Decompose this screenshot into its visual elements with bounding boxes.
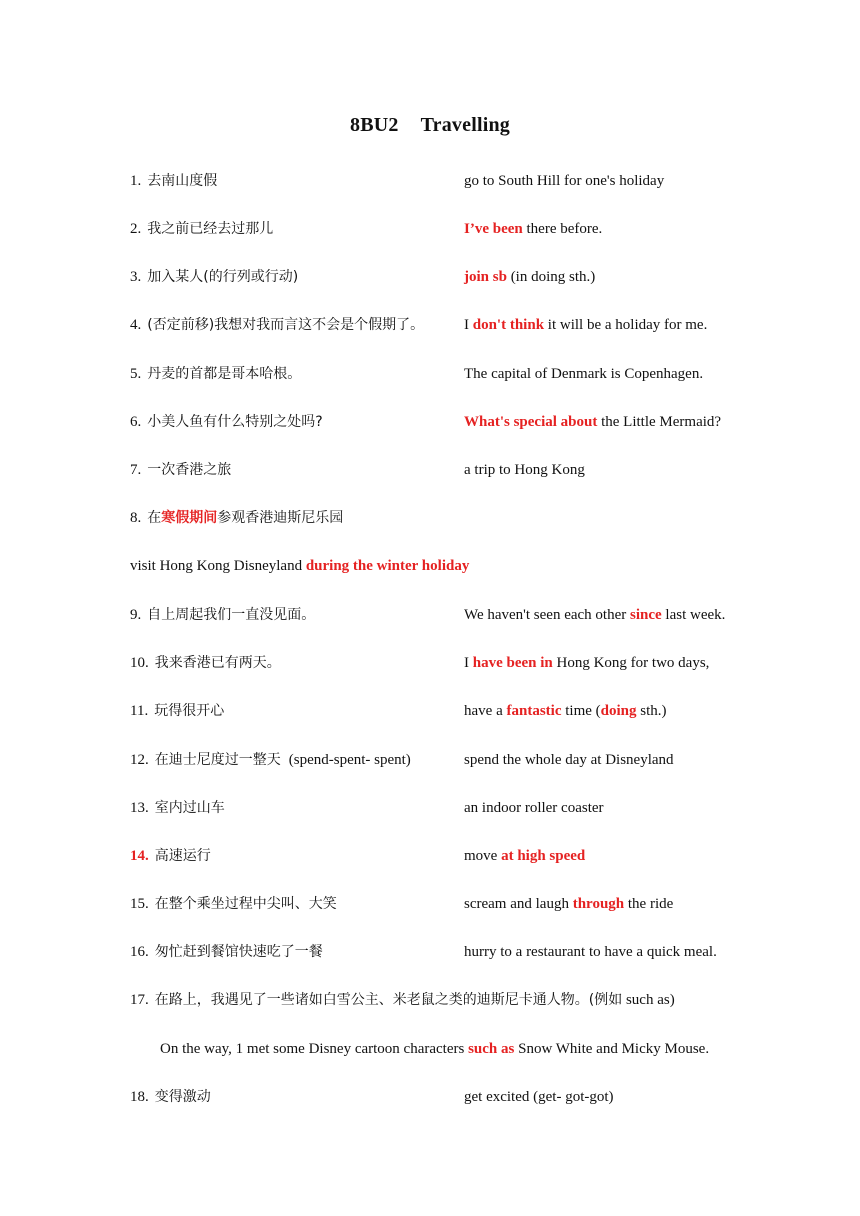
english-phrase: join sb (in doing sth.): [464, 269, 596, 285]
english-phrase: We haven't seen each other since last week.: [464, 607, 726, 623]
chinese-phrase: 匆忙赶到餐馆快速吃了一餐: [154, 944, 323, 960]
item-number: 18.: [130, 1089, 149, 1105]
english-phrase: I’ve been there before.: [464, 221, 603, 237]
phrase-row-10: [0, 650, 860, 676]
chinese-phrase: 在整个乘坐过程中尖叫、大笑: [154, 896, 337, 912]
item-number: 15.: [130, 896, 149, 912]
phrase-row-3: [0, 264, 860, 290]
phrase-row-12: [0, 747, 860, 773]
highlighted-phrase: through: [572, 896, 625, 912]
chinese-phrase: 在迪士尼度过一整天: [154, 752, 281, 768]
highlighted-phrase: doing: [600, 703, 637, 719]
phrase-row-17-english: On the way, 1 met some Disney cartoon characters such as Snow White and Micky Mouse.: [160, 1041, 710, 1057]
title-code: 8BU2: [350, 114, 399, 136]
phrase-row-8-chinese: 8. 在寒假期间参观香港迪斯尼乐园: [130, 510, 344, 526]
english-phrase: a trip to Hong Kong: [464, 462, 585, 478]
highlighted-phrase: fantastic: [506, 703, 562, 719]
item-number: 17.: [130, 992, 149, 1008]
phrase-row-17-chinese: 17. 在路上，我遇见了一些诸如白雪公主、米老鼠之类的迪斯尼卡通人物。(例如 such as): [130, 992, 675, 1008]
highlighted-phrase: don't think: [472, 317, 545, 333]
phrase-row-13: [0, 795, 860, 821]
phrase-row-8-english: visit Hong Kong Disneyland during the winter holiday: [130, 558, 470, 574]
item-number: 11.: [130, 703, 149, 719]
highlighted-phrase: during the winter holiday: [305, 558, 470, 574]
english-phrase: go to South Hill for one's holiday: [464, 173, 665, 189]
item-number: 4.: [130, 317, 142, 333]
verb-forms-note: (spend-spent- spent): [288, 752, 411, 768]
highlighted-phrase: at high speed: [501, 848, 586, 864]
chinese-phrase: 室内过山车: [154, 800, 225, 816]
phrase-row-1: [0, 168, 860, 194]
phrase-row-5: [0, 361, 860, 387]
item-number: 9.: [130, 607, 142, 623]
phrase-row-7: [0, 457, 860, 483]
chinese-phrase: 自上周起我们一直没见面。: [147, 607, 316, 623]
english-phrase: spend the whole day at Disneyland: [464, 752, 674, 768]
item-number: 1.: [130, 173, 142, 189]
phrase-row-16: [0, 939, 860, 965]
item-number: 5.: [130, 366, 142, 382]
chinese-phrase: 我来香港已有两天。: [154, 655, 281, 671]
chinese-phrase: 小美人鱼有什么特别之处吗?: [147, 414, 323, 430]
english-phrase: have a fantastic time (doing sth.): [464, 703, 667, 719]
item-number: 7.: [130, 462, 142, 478]
chinese-phrase: 去南山度假: [147, 173, 218, 189]
english-phrase: I have been in Hong Kong for two days,: [464, 655, 710, 671]
chinese-phrase: 在路上，我遇见了一些诸如白雪公主、米老鼠之类的迪斯尼卡通人物。(例如: [154, 992, 623, 1008]
phrase-row-2: [0, 216, 860, 242]
english-phrase: What's special about the Little Mermaid?: [464, 414, 722, 430]
title-word: Travelling: [420, 114, 510, 136]
english-phrase: The capital of Denmark is Copenhagen.: [464, 366, 704, 382]
highlighted-phrase: What's special about: [464, 414, 598, 430]
item-number: 8.: [130, 510, 142, 526]
english-phrase: I don't think it will be a holiday for me.: [464, 317, 708, 333]
item-number: 2.: [130, 221, 142, 237]
phrase-row-11: [0, 698, 860, 724]
item-number: 16.: [130, 944, 149, 960]
english-phrase: scream and laugh through the ride: [464, 896, 674, 912]
chinese-phrase: 丹麦的首都是哥本哈根。: [147, 366, 302, 382]
english-phrase: move at high speed: [464, 848, 586, 864]
chinese-phrase: 一次香港之旅: [147, 462, 232, 478]
item-number: 12.: [130, 752, 149, 768]
highlighted-phrase: have been in: [472, 655, 553, 671]
item-number: 13.: [130, 800, 149, 816]
chinese-phrase: 玩得很开心: [154, 703, 225, 719]
chinese-phrase: 我之前已经去过那儿: [147, 221, 274, 237]
english-phrase: an indoor roller coaster: [464, 800, 604, 816]
phrase-row-6: [0, 409, 860, 435]
chinese-phrase: 变得激动: [154, 1089, 211, 1105]
highlighted-phrase: join sb: [464, 269, 507, 285]
english-phrase: get excited (get- got-got): [464, 1089, 614, 1105]
phrase-row-9: [0, 602, 860, 628]
phrase-row-15: [0, 891, 860, 917]
phrase-row-18: [0, 1084, 860, 1110]
phrase-row-14: [0, 843, 860, 869]
highlighted-phrase: 寒假期间: [161, 510, 218, 526]
item-number: 14.: [130, 848, 149, 864]
highlighted-phrase: since: [630, 607, 662, 623]
item-number: 10.: [130, 655, 149, 671]
item-number: 3.: [130, 269, 142, 285]
page-title: [0, 114, 860, 137]
chinese-phrase: 加入某人(的行列或行动): [147, 269, 299, 285]
phrase-row-4: [0, 312, 860, 338]
highlighted-phrase: I’ve been: [464, 221, 523, 237]
chinese-phrase: 高速运行: [154, 848, 211, 864]
english-phrase: hurry to a restaurant to have a quick meal.: [464, 944, 717, 960]
highlighted-phrase: such as: [468, 1041, 515, 1057]
chinese-phrase: (否定前移)我想对我而言这不会是个假期了。: [147, 317, 425, 333]
item-number: 6.: [130, 414, 142, 430]
